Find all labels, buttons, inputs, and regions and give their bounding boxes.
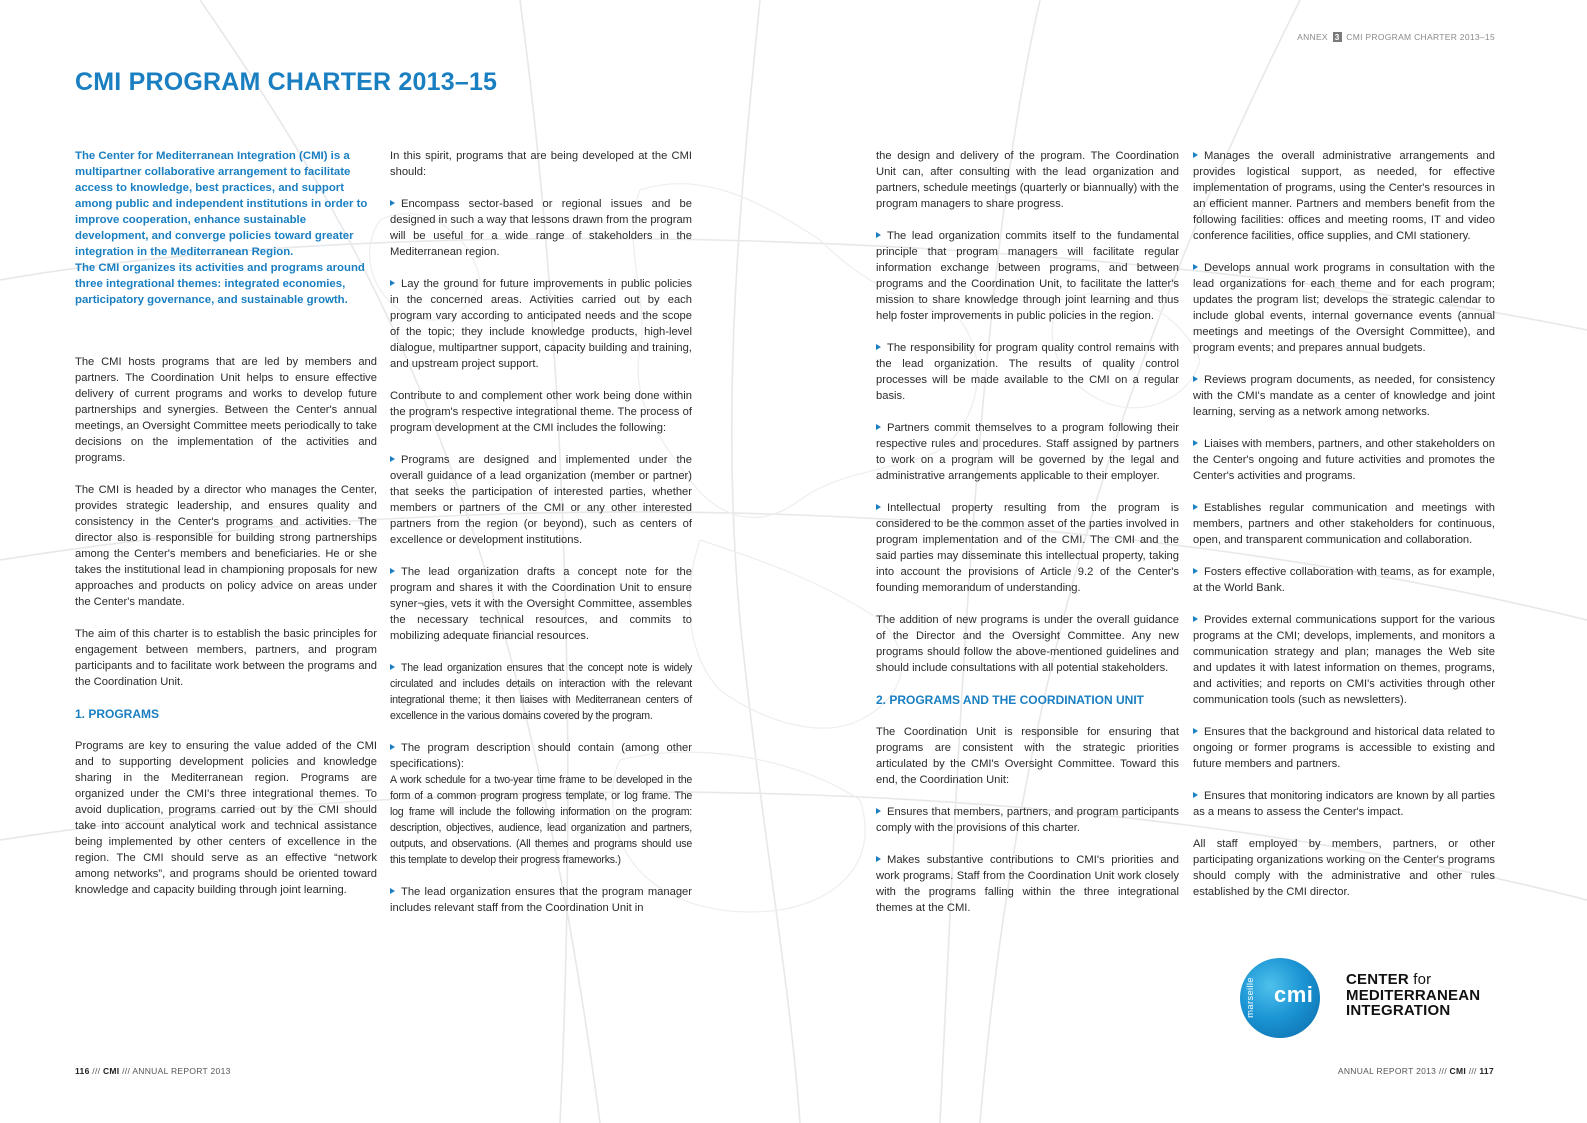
bullet-arrow-icon bbox=[390, 200, 395, 206]
footer-left bbox=[75, 1066, 231, 1076]
bullet-item bbox=[876, 340, 1179, 404]
bullet-item bbox=[1193, 788, 1495, 820]
bullet-arrow-icon bbox=[390, 280, 395, 286]
bullet-text: Programs are designed and implemented under the overall guidance of a lead organization (member or partner) that seeks the participation of interested parties, whether members or partners of the CMI or any other interested partners from the region (or beyond), such as centers of excellence or development institutions. bbox=[390, 454, 692, 546]
bullet-item bbox=[390, 884, 692, 916]
bullet-text: Manages the overall administrative arrangements and provides logistical support, as needed, for effective implementation of programs, using the Center's resources in an efficient manner. Partners and members benefit from the following facilities: offices and meeting rooms, IT and video conference facilities, office supplies, and CMI stationery. bbox=[1193, 150, 1495, 242]
column-2 bbox=[390, 148, 692, 916]
bullet-item bbox=[390, 564, 692, 644]
footer-right bbox=[1290, 1066, 1494, 1076]
bullet-text: Fosters effective collaboration with teams, as for example, at the World Bank. bbox=[1193, 566, 1495, 594]
bullet-item bbox=[390, 660, 692, 724]
footer-org: CMI bbox=[1449, 1066, 1467, 1076]
bullet-arrow-icon bbox=[876, 808, 881, 814]
column-3 bbox=[876, 148, 1179, 916]
body-paragraph: In this spirit, programs that are being developed at the CMI should: bbox=[390, 150, 692, 178]
bullet-item bbox=[1193, 564, 1495, 596]
bullet-item bbox=[1193, 436, 1495, 484]
bullet-item bbox=[1193, 724, 1495, 772]
bullet-item bbox=[876, 852, 1179, 916]
body-paragraph: The addition of new programs is under the overall guidance of the Director and the Oversight Committee. Any new programs should follow the above-mentioned guidelines and should include consultations with all potential stakeholders. bbox=[876, 614, 1179, 674]
running-head-title: CMI PROGRAM CHARTER 2013–15 bbox=[1346, 32, 1495, 42]
footer-report: ANNUAL REPORT 2013 bbox=[132, 1066, 231, 1076]
body-paragraph: The CMI is headed by a director who manages the Center, provides strategic leadership, and ensures quality and consistency in the Center's programs and activities. The director also is responsible for building strong partnerships among the Center's members and beneficiaries. He or she takes the institutional lead in championing proposals for new approaches and products on policy advice on areas under the Center's mandate. bbox=[75, 484, 377, 608]
bullet-arrow-icon bbox=[876, 232, 881, 238]
bullet-arrow-icon bbox=[1193, 504, 1198, 510]
body-paragraph: The Coordination Unit is responsible for ensuring that programs are consistent with the strategic priorities articulated by the CMI's Oversight Committee. Toward this end, the Coordination Unit: bbox=[876, 726, 1179, 786]
bullet-text: The program description should contain (among other specifications): bbox=[390, 742, 692, 770]
bullet-item bbox=[1193, 500, 1495, 548]
logo-line-integration: INTEGRATION bbox=[1346, 1002, 1451, 1019]
running-head-prefix: ANNEX bbox=[1297, 32, 1328, 42]
logo-line-mediterranean: MEDITERRANEAN bbox=[1346, 986, 1481, 1004]
bullet-arrow-icon bbox=[876, 344, 881, 350]
bullet-arrow-icon bbox=[390, 568, 395, 574]
bullet-item bbox=[390, 196, 692, 260]
bullet-text: Provides external communications support for the various programs at the CMI; develops, implements, and monitors a communication strategy and plan; manages the Web site and updates it with latest information on themes, programs, and activities; and reports on CMI's activities through other communication tools (such as newsletters). bbox=[1193, 614, 1495, 706]
bullet-text: Makes substantive contributions to CMI's priorities and work programs. Staff from the Coordination Unit work closely with the programs falling within the three integrational themes at the CMI. bbox=[876, 854, 1179, 914]
bullet-arrow-icon bbox=[1193, 264, 1198, 270]
bullet-arrow-icon bbox=[1193, 728, 1198, 734]
bullet-arrow-icon bbox=[1193, 616, 1198, 622]
footer-separator: /// bbox=[1468, 1066, 1477, 1076]
bullet-item bbox=[876, 420, 1179, 484]
bullet-text: The lead organization ensures that the concept note is widely circulated and includes details on interaction with the relevant integrational theme; it then liaises with Mediterranean centers of excellence in the various domains covered by the program. bbox=[390, 662, 692, 722]
bullet-text: Intellectual property resulting from the program is considered to be the common asset of the parties involved in program implementation and of the CMI. The CMI and the said parties may disseminate this intellectual property, taking into account the provisions of Article 9.2 of the Center's founding memorandum of understanding. bbox=[876, 502, 1179, 594]
bullet-text: Reviews program documents, as needed, for consistency with the CMI's mandate as a center of knowledge and joint learning, serving as a network among networks. bbox=[1193, 374, 1495, 418]
logo-wordmark: cmi bbox=[1274, 982, 1314, 1007]
bullet-item bbox=[1193, 148, 1495, 244]
bullet-arrow-icon bbox=[876, 504, 881, 510]
bullet-text: Ensures that the background and historical data related to ongoing or former programs is accessible to existing and future members and partners. bbox=[1193, 726, 1495, 770]
logo-line-for: for bbox=[1413, 971, 1432, 988]
bullet-item bbox=[1193, 372, 1495, 420]
footer-separator: /// bbox=[92, 1066, 101, 1076]
bullet-text: Lay the ground for future improvements in public policies in the concerned areas. Activities carried out by each program vary according to anticipated needs and the scope of the topic; they include knowledge products, high-level dialogue, multipartner support, capacity building and training, and upstream project support. bbox=[390, 278, 692, 370]
body-paragraph: Contribute to and complement other work being done within the program's respective integrational theme. The process of program development at the CMI includes the following: bbox=[390, 390, 692, 434]
body-paragraph: The aim of this charter is to establish the basic principles for engagement between members, partners, and program participants and to facilitate work between the programs and the Coordination Unit. bbox=[75, 628, 377, 688]
bullet-arrow-icon bbox=[390, 664, 395, 670]
bullet-text: The lead organization commits itself to the fundamental principle that program managers will facilitate regular information exchange between programs, and between programs and the Coordination Unit, to facilitate the latter's mission to share knowledge through joint learning and thus help foster improvements in public policies in the region. bbox=[876, 230, 1179, 322]
body-paragraph: Programs are key to ensuring the value added of the CMI and to supporting development policies and knowledge sharing in the Mediterranean region. Programs are organized under the CMI's three integrational themes. To avoid duplication, programs carried out by the CMI should take into account analytical work and technical assistance being implemented by other centers of excellence in the region. The CMI should serve as an effective “network among networks”, and programs should be oriented toward knowledge and capacity building through joint learning. bbox=[75, 740, 377, 896]
bullet-arrow-icon bbox=[1193, 440, 1198, 446]
section-heading-programs: 1. PROGRAMS bbox=[75, 707, 160, 721]
bullet-arrow-icon bbox=[1193, 152, 1198, 158]
bullet-text: The lead organization drafts a concept note for the program and shares it with the Coordination Unit to ensure syner¬gies, vets it with the Oversight Committee, assembles the necessary technical resources, and commits to mobilizing adequate financial resources. bbox=[390, 566, 692, 642]
bullet-text: Partners commit themselves to a program following their respective rules and procedures. Staff assigned by partners to work on a program will be governed by the legal and administrative arrangements applicable to their employer. bbox=[876, 422, 1179, 482]
logo-city: marseille bbox=[1244, 977, 1256, 1018]
bullet-arrow-icon bbox=[390, 888, 395, 894]
column-1 bbox=[75, 148, 377, 898]
body-paragraph: All staff employed by members, partners, or other participating organizations working on the Center's programs should comply with the administrative and other rules established by the CMI director. bbox=[1193, 838, 1495, 898]
bullet-text: The responsibility for program quality control remains with the lead organization. The results of quality control processes will be made available to the CMI on a regular basis. bbox=[876, 342, 1179, 402]
page-number-right: 117 bbox=[1479, 1066, 1494, 1076]
bullet-text: Ensures that monitoring indicators are known by all parties as a means to assess the Center's impact. bbox=[1193, 790, 1495, 818]
bullet-item bbox=[390, 452, 692, 548]
bullet-item bbox=[390, 740, 692, 772]
footer-report: ANNUAL REPORT 2013 bbox=[1337, 1066, 1437, 1076]
bullet-item bbox=[390, 276, 692, 372]
bullet-arrow-icon bbox=[876, 424, 881, 430]
bullet-item bbox=[876, 804, 1179, 836]
bullet-arrow-icon bbox=[876, 856, 881, 862]
running-head bbox=[1280, 32, 1495, 42]
footer-separator: /// bbox=[122, 1066, 131, 1076]
page-title: CMI PROGRAM CHARTER 2013–15 bbox=[75, 68, 498, 96]
bullet-text: Encompass sector-based or regional issues and be designed in such a way that lessons drawn from the program will be useful for a wide range of stakeholders in the Mediterranean region. bbox=[390, 198, 692, 258]
body-paragraph: A work schedule for a two-year time frame to be developed in the form of a common program progress template, or log frame. The log frame will include the following information on the program: description, objectives, audience, lead organization and partners, outputs, and observations. (All themes and programs should use this template to develop their progress frameworks.) bbox=[390, 774, 692, 866]
footer-org: CMI bbox=[102, 1066, 120, 1076]
intro-paragraph: The Center for Mediterranean Integration (CMI) is a multipartner collaborative arrangement to facilitate access to knowledge, best practices, and support among public and independent institutions in order to improve cooperation, enhance sustainable development, and converge policies toward greater integration in the Mediterranean Region. bbox=[75, 150, 368, 258]
logo-line-center: CENTER bbox=[1346, 971, 1409, 988]
body-paragraph: the design and delivery of the program. The Coordination Unit can, after consulting with the lead organization and partners, schedule meetings (quarterly or biannually) with the program managers to share progress. bbox=[876, 150, 1179, 210]
bullet-arrow-icon bbox=[390, 744, 395, 750]
body-paragraph: The CMI hosts programs that are led by members and partners. The Coordination Unit helps to ensure effective delivery of current programs and works to develop future partnerships and synergies. Between the Center's annual meetings, an Oversight Committee meets periodically to take decisions on the implementation of the activities and programs. bbox=[75, 356, 377, 464]
annex-number-badge: 3 bbox=[1334, 32, 1340, 42]
bullet-text: Establishes regular communication and meetings with members, partners and other stakeholders for continuous, open, and transparent communication and collaboration. bbox=[1193, 502, 1495, 546]
bullet-arrow-icon bbox=[1193, 792, 1198, 798]
bullet-arrow-icon bbox=[1193, 376, 1198, 382]
column-4 bbox=[1193, 148, 1495, 900]
page-number-left: 116 bbox=[75, 1066, 90, 1076]
bullet-text: Liaises with members, partners, and other stakeholders on the Center's ongoing and future activities and promotes the Center's activities and programs. bbox=[1193, 438, 1495, 482]
bullet-text: The lead organization ensures that the program manager includes relevant staff from the Coordination Unit in bbox=[390, 886, 692, 914]
cmi-logo-text bbox=[1346, 972, 1480, 1019]
section-heading-coordination-unit: 2. PROGRAMS AND THE COORDINATION UNIT bbox=[876, 693, 1145, 707]
footer-separator: /// bbox=[1438, 1066, 1447, 1076]
bullet-text: Ensures that members, partners, and program participants comply with the provisions of this charter. bbox=[876, 806, 1179, 834]
bullet-arrow-icon bbox=[390, 456, 395, 462]
intro-block bbox=[75, 148, 377, 308]
bullet-item bbox=[1193, 260, 1495, 356]
intro-paragraph: The CMI organizes its activities and programs around three integrational themes: integrated economies, participatory governance, and sustainable growth. bbox=[75, 262, 365, 306]
bullet-item bbox=[876, 228, 1179, 324]
bullet-arrow-icon bbox=[1193, 568, 1198, 574]
bullet-item bbox=[876, 500, 1179, 596]
bullet-item bbox=[1193, 612, 1495, 708]
cmi-logo-mark bbox=[1240, 958, 1320, 1038]
bullet-text: Develops annual work programs in consultation with the lead organizations for each theme and for each program; updates the program list; develops the strategic calendar to include global events, internal governance events (annual meetings and meetings of the Oversight Committee), and program events; and prepares annual budgets. bbox=[1193, 262, 1495, 354]
